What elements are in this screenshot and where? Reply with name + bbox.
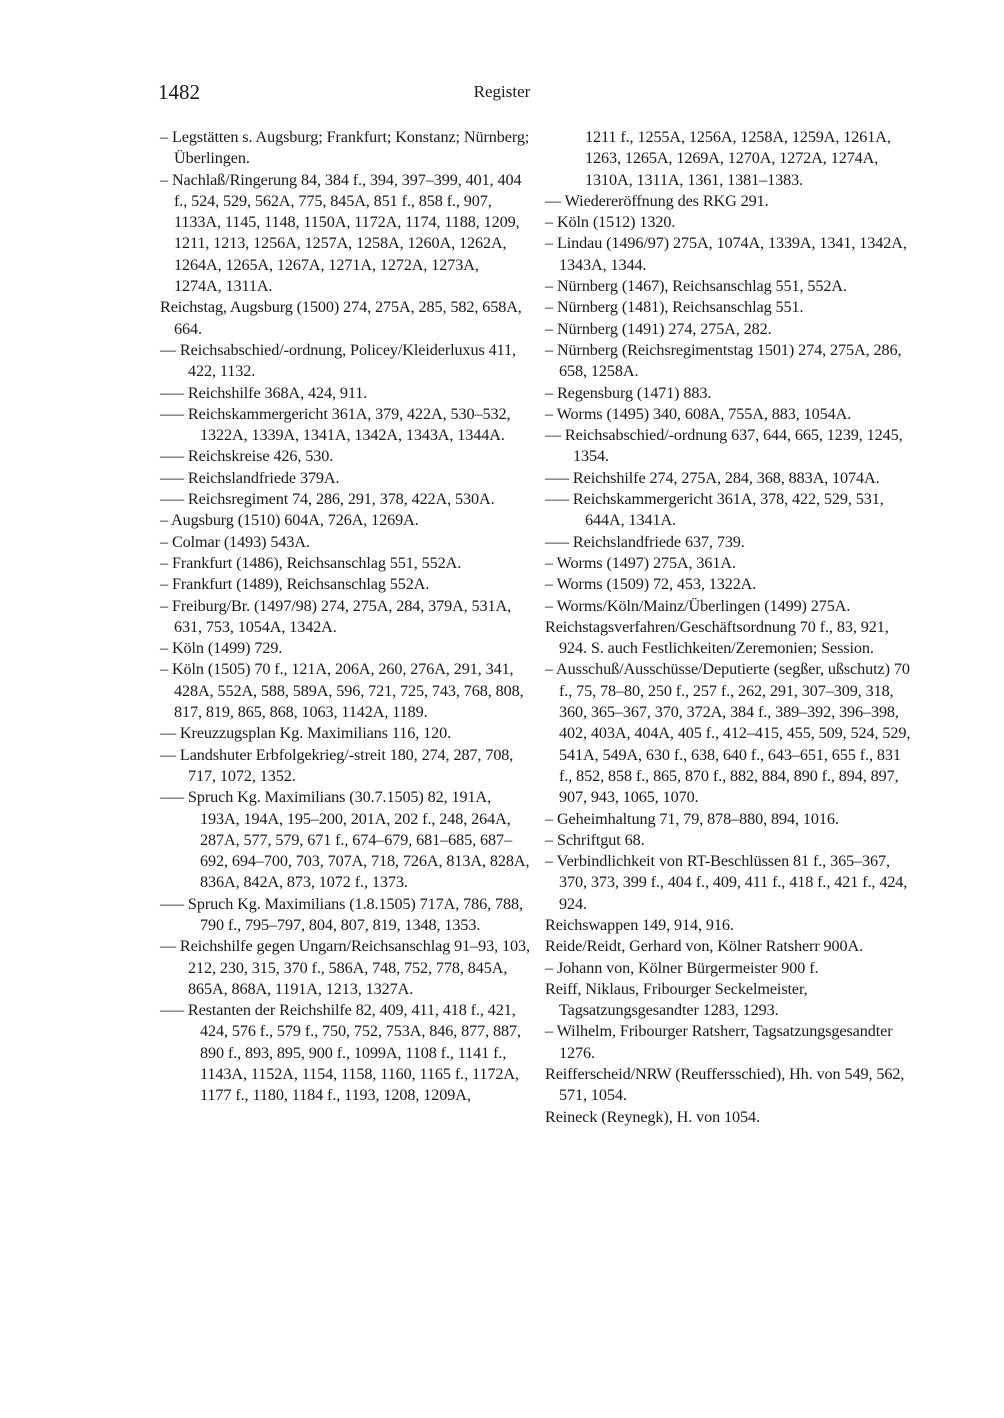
index-entry: – Nürnberg (1491) 274, 275A, 282. bbox=[545, 319, 772, 338]
index-entry: ––– Reichshilfe 274, 275A, 284, 368, 883A, 1074A. bbox=[545, 468, 880, 487]
index-entry: – Worms (1497) 275A, 361A. bbox=[545, 553, 736, 572]
index-entry: –– Reichshilfe gegen Ungarn/Reichsanschlag 91–93, 103, 212, 230, 315, 370 f., 586A, 748, 752, 778, 845A, 865A, 868A, 1191A, 1213, 1327A. bbox=[160, 937, 530, 998]
index-entry: – Lindau (1496/97) 275A, 1074A, 1339A, 1341, 1342A, 1343A, 1344. bbox=[545, 234, 907, 274]
index-entry: Reifferscheid/NRW (Reuffersschied), Hh. von 549, 562, 571, 1054. bbox=[545, 1065, 905, 1105]
index-entry: ––– Reichskreise 426, 530. bbox=[160, 447, 334, 466]
index-entry: ––– Reichskammergericht 361A, 378, 422, 529, 531, 644A, 1341A. bbox=[545, 490, 884, 530]
index-entry: –– Wiedereröffnung des RKG 291. bbox=[545, 191, 769, 210]
index-entry: ––– Reichskammergericht 361A, 379, 422A, 530–532, 1322A, 1339A, 1341A, 1342A, 1343A, 1344A. bbox=[160, 404, 511, 445]
index-entry: – Wilhelm, Fribourger Ratsherr, Tagsatzungsgesandter 1276. bbox=[545, 1022, 893, 1062]
index-entry: – Johann von, Kölner Bürgermeister 900 f. bbox=[545, 958, 819, 977]
index-entry: ––– Reichshilfe 368A, 424, 911. bbox=[160, 383, 368, 402]
index-column-left bbox=[160, 127, 530, 1107]
index-entry: Reichstagsverfahren/Geschäftsordnung 70 f., 83, 921, 924. S. auch Festlichkeiten/Zeremonien; Session. bbox=[545, 617, 889, 658]
index-entry: –– Kreuzzugsplan Kg. Maximilians 116, 120. bbox=[160, 724, 452, 743]
index-column-right bbox=[545, 127, 917, 1128]
index-entry: ––– Spruch Kg. Maximilians (1.8.1505) 717A, 786, 788, 790 f., 795–797, 804, 807, 819, 1348, 1353. bbox=[160, 894, 523, 934]
index-entry: –– Landshuter Erbfolgekrieg/-streit 180, 274, 287, 708, 717, 1072, 1352. bbox=[160, 745, 514, 785]
index-entry: – Regensburg (1471) 883. bbox=[545, 383, 712, 402]
page-number: 1482 bbox=[158, 80, 200, 104]
index-entry: – Augsburg (1510) 604A, 726A, 1269A. bbox=[160, 511, 419, 530]
index-entry: – Colmar (1493) 543A. bbox=[160, 532, 310, 551]
index-entry: – Ausschuß/Ausschüsse/Deputierte (segßer, ußschutz) 70 f., 75, 78–80, 250 f., 257 f., 262, 291, 307–309, 318, 360, 365–367, 370, 372A, 384 f., 389–392, 396–398, 402, 403A, 404A, 405 f., 412–415, 455, 509, 524, 529, 541A, 549A, 630 f., 638, 640 f., 643–651, 655 f., 831 f., 852, 858 f., 865, 870 f., 882, 884, 890 f., 894, 897, 907, 943, 1065, 1070. bbox=[545, 660, 911, 807]
index-entry: – Legstätten s. Augsburg; Frankfurt; Konstanz; Nürnberg; Überlingen. bbox=[160, 128, 530, 168]
index-entry: ––– Reichslandfriede 379A. bbox=[160, 468, 340, 487]
index-entry: – Nürnberg (1481), Reichsanschlag 551. bbox=[545, 298, 804, 317]
index-entry: – Schriftgut 68. bbox=[545, 830, 645, 849]
index-entry: ––– Spruch Kg. Maximilians (30.7.1505) 82, 191A, 193A, 194A, 195–200, 201A, 202 f., 248, 264A, 287A, 577, 579, 671 f., 674–679, 681–685, 687–692, 694–700, 703, 707A, 718, 726A, 813A, 828A, 836A, 842A, 873, 1072 f., 1373. bbox=[160, 788, 530, 892]
index-entry: ––– Reichslandfriede 637, 739. bbox=[545, 532, 745, 551]
index-entry: 1211 f., 1255A, 1256A, 1258A, 1259A, 1261A, 1263, 1265A, 1269A, 1270A, 1272A, 1274A, 1310A, 1311A, 1361, 1381–1383. bbox=[585, 128, 891, 189]
index-entry: ––– Restanten der Reichshilfe 82, 409, 411, 418 f., 421, 424, 576 f., 579 f., 750, 752, 753A, 846, 877, 887, 890 f., 893, 895, 900 f., 1099A, 1108 f., 1141 f., 1143A, 1152A, 1154, 1158, 1160, 1165 f., 1172A, 1177 f., 1180, 1184 f., 1193, 1208, 1209A, bbox=[160, 1001, 521, 1105]
index-entry: – Köln (1505) 70 f., 121A, 206A, 260, 276A, 291, 341, 428A, 552A, 588, 589A, 596, 721, 725, 743, 768, 808, 817, 819, 865, 868, 1063, 1142A, 1189. bbox=[160, 660, 524, 722]
index-entry: –– Reichsabschied/-ordnung, Policey/Kleiderluxus 411, 422, 1132. bbox=[160, 340, 517, 381]
index-entry: – Geheimhaltung 71, 79, 878–880, 894, 1016. bbox=[545, 809, 839, 828]
running-head: Register bbox=[473, 82, 531, 101]
index-entry: Reineck (Reynegk), H. von 1054. bbox=[545, 1107, 760, 1126]
index-entry: – Nachlaß/Ringerung 84, 384 f., 394, 397–399, 401, 404 f., 524, 529, 562A, 775, 845A, 851 f., 858 f., 907, 1133A, 1145, 1148, 1150A, 1172A, 1174, 1188, 1209, 1211, 1213, 1256A, 1257A, 1258A, 1260A, 1262A, 1264A, 1265A, 1267A, 1271A, 1272A, 1273A, 1274A, 1311A. bbox=[160, 170, 522, 296]
index-entry: – Nürnberg (Reichsregimentstag 1501) 274, 275A, 286, 658, 1258A. bbox=[545, 340, 902, 381]
index-entry: – Frankfurt (1489), Reichsanschlag 552A. bbox=[160, 575, 430, 594]
index-entry: – Worms/Köln/Mainz/Überlingen (1499) 275A. bbox=[545, 596, 851, 615]
index-entry: – Verbindlichkeit von RT-Beschlüssen 81 f., 365–367, 370, 373, 399 f., 404 f., 409, 411 f., 418 f., 421 f., 424, 924. bbox=[545, 852, 908, 913]
index-entry: – Köln (1512) 1320. bbox=[545, 213, 676, 232]
index-entry: – Frankfurt (1486), Reichsanschlag 551, 552A. bbox=[160, 553, 462, 572]
index-entry: – Köln (1499) 729. bbox=[160, 639, 283, 658]
index-entry: Reichstag, Augsburg (1500) 274, 275A, 285, 582, 658A, 664. bbox=[160, 298, 522, 338]
index-entry: ––– Reichsregiment 74, 286, 291, 378, 422A, 530A. bbox=[160, 490, 495, 509]
index-entry: – Freiburg/Br. (1497/98) 274, 275A, 284, 379A, 531A, 631, 753, 1054A, 1342A. bbox=[160, 596, 512, 636]
index-entry: – Worms (1509) 72, 453, 1322A. bbox=[545, 575, 757, 594]
index-entry: Reide/Reidt, Gerhard von, Kölner Ratsherr 900A. bbox=[545, 937, 864, 956]
index-entry: Reichswappen 149, 914, 916. bbox=[545, 915, 734, 934]
index-entry: – Nürnberg (1467), Reichsanschlag 551, 552A. bbox=[545, 277, 847, 296]
index-entry: Reiff, Niklaus, Fribourger Seckelmeister, Tagsatzungsgesandter 1283, 1293. bbox=[545, 979, 808, 1020]
index-entry: – Worms (1495) 340, 608A, 755A, 883, 1054A. bbox=[545, 404, 852, 423]
index-entry: –– Reichsabschied/-ordnung 637, 644, 665, 1239, 1245, 1354. bbox=[545, 426, 903, 466]
